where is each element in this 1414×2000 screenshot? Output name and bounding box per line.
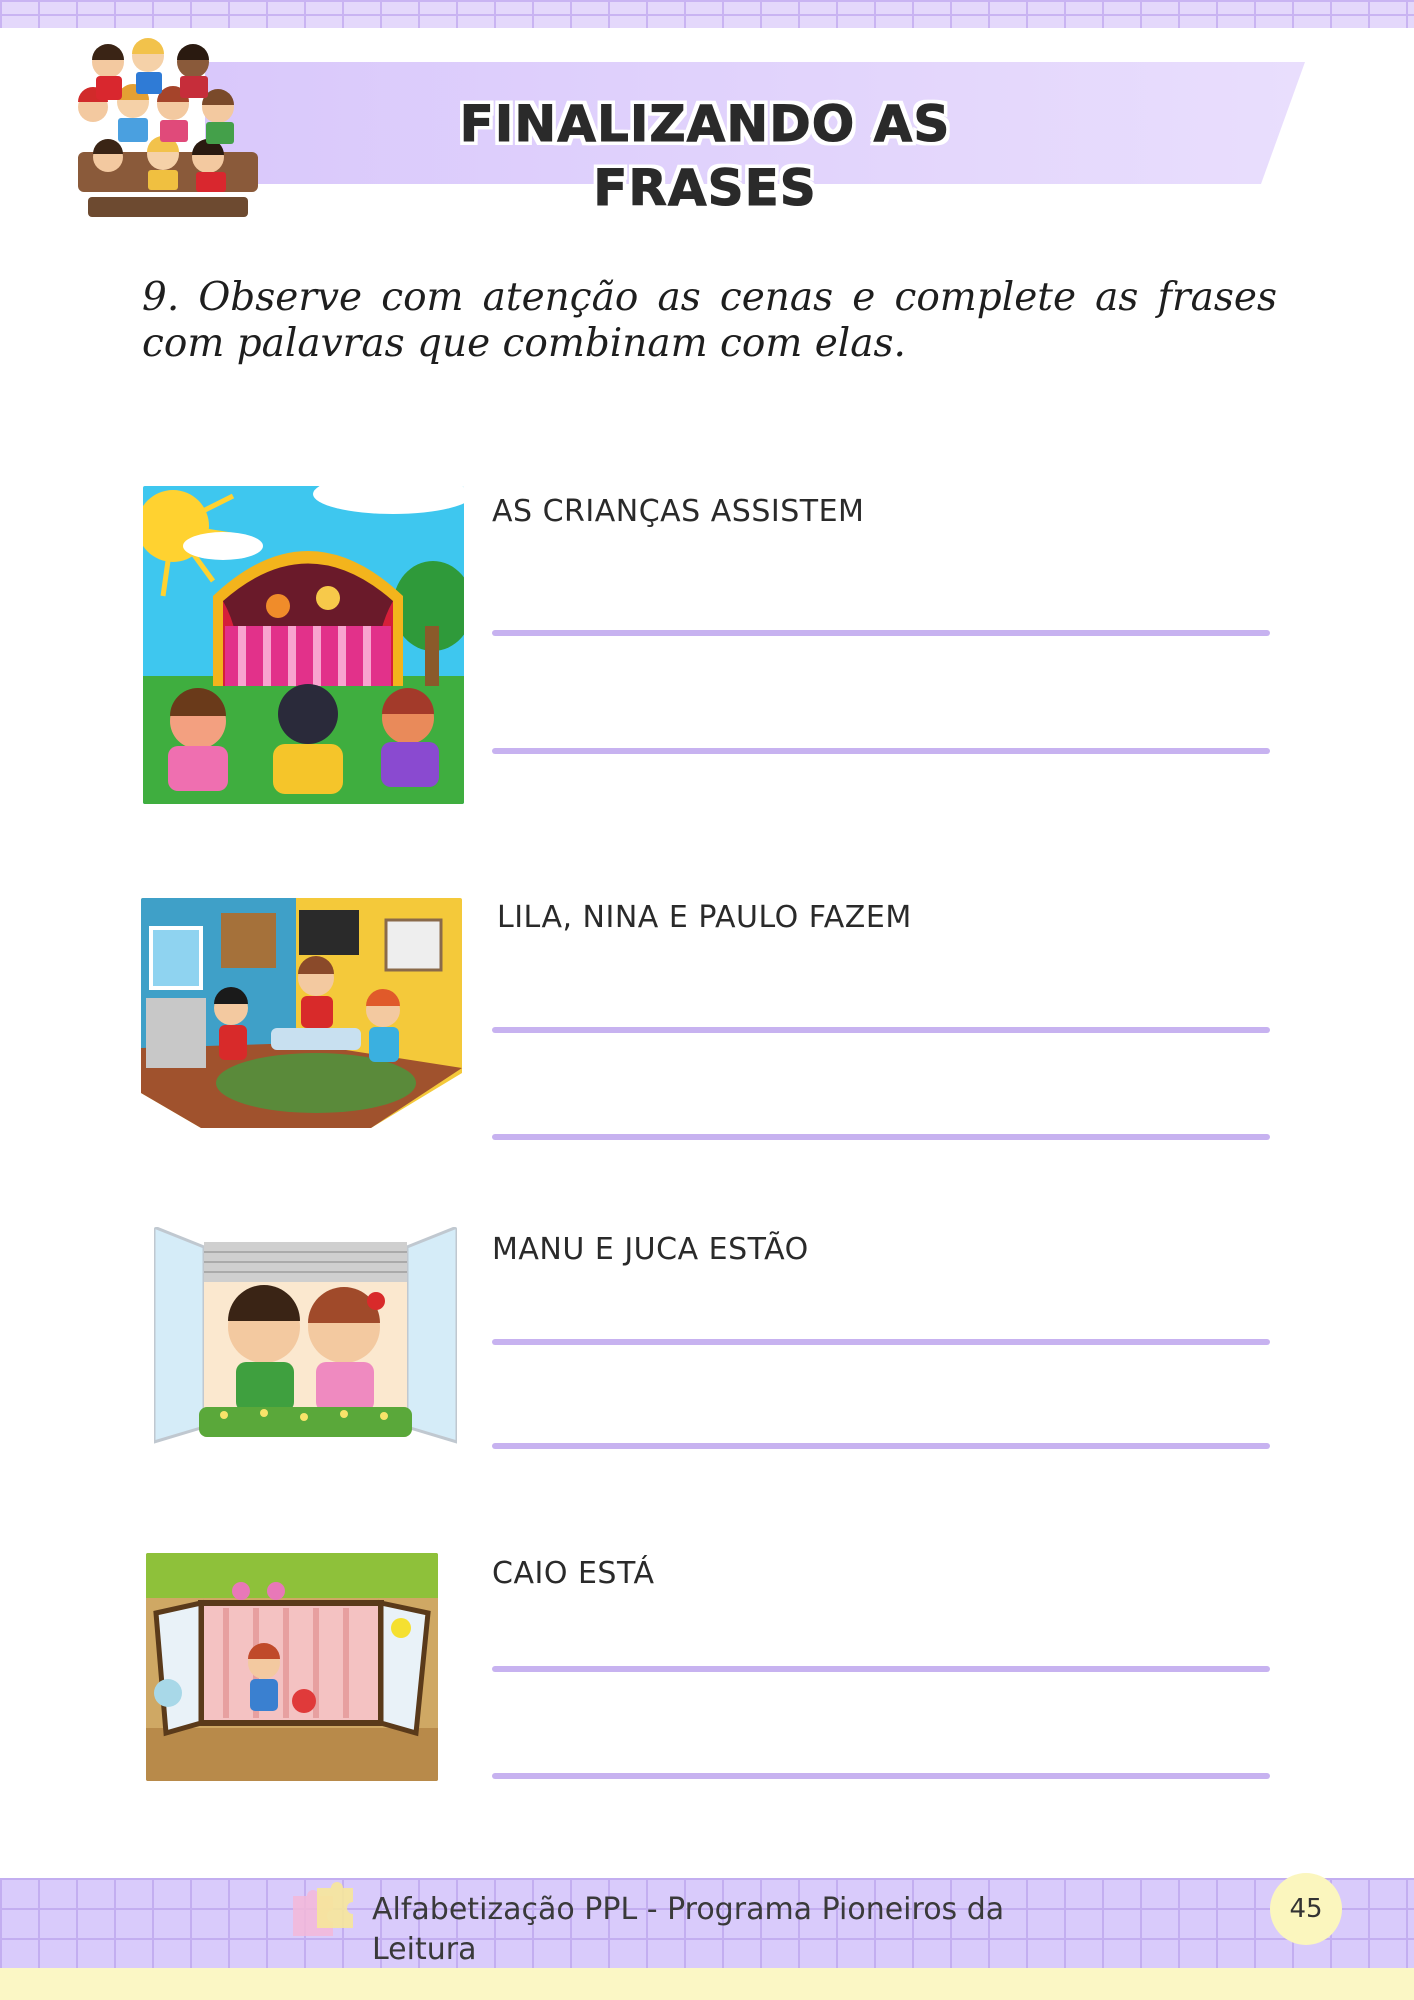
item-4-prompt: CAIO ESTÁ (492, 1556, 655, 1591)
kitchen-party-scene (141, 898, 462, 1128)
answer-line[interactable] (492, 630, 1270, 636)
instruction-text: 9. Observe com atenção as cenas e complete as frases com palavras que combinam com elas. (142, 275, 1277, 366)
answer-line[interactable] (492, 1027, 1270, 1033)
item-2-prompt: LILA, NINA E PAULO FAZEM (497, 900, 912, 935)
children-reading-icon (68, 32, 268, 232)
top-grid-band (0, 0, 1414, 28)
item-1-prompt: AS CRIANÇAS ASSISTEM (492, 494, 865, 529)
answer-line[interactable] (492, 748, 1270, 754)
puzzle-icon (287, 1882, 355, 1938)
window-couple-scene (154, 1227, 457, 1455)
answer-line[interactable] (492, 1443, 1270, 1449)
page-number: 45 (1270, 1873, 1342, 1945)
footer-text: Alfabetização PPL - Programa Pioneiros da Leitura (372, 1892, 1005, 1967)
puppet-theater-scene (143, 486, 464, 804)
footer-bottom-strip (0, 1968, 1414, 2000)
answer-line[interactable] (492, 1339, 1270, 1345)
item-3-prompt: MANU E JUCA ESTÃO (492, 1232, 809, 1267)
page-title: FINALIZANDO AS FRASES (459, 95, 951, 217)
answer-line[interactable] (492, 1773, 1270, 1779)
treehouse-scene (146, 1553, 438, 1781)
answer-line[interactable] (492, 1666, 1270, 1672)
answer-line[interactable] (492, 1134, 1270, 1140)
